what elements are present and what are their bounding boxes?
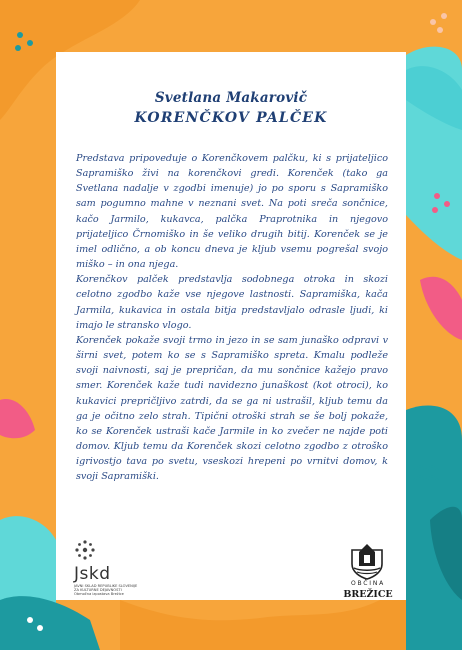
jskd-subtitle: JAVNI SKLAD REPUBLIKE SLOVENIJE ZA KULTURNE DEJAVNOSTI Območna izpostava Brežice	[74, 584, 138, 597]
description-text	[76, 151, 388, 484]
paragraph: Korenček pokaže svoji trmo in jezo in se sam junaško odpravi v širni svet, potem ko se s Sapramiško spreta. Kmalu podleže svoji naivnosti, saj je prepričan, da mu sončnice kažejo pravo smer. Korenček kaže tudi navidezno junaškost (kot otroci), ko kukavici prepričljivo zatrdi, da se ga ni ustrašil, kljub temu da ga je očitno zelo strah. Tipični otroški strah se še bolj pokaže, ko se Korenček ustraši kače Jarmile in ko zvečer ne najde poti domov. Kljub temu da Korenček skozi celotno zgodbo z otroško igrivostjo tava po svetu, vseskozi hrepeni po vrnitvi domov, k svoji Sapramiški.	[76, 334, 388, 483]
coat-of-arms-icon	[344, 540, 390, 580]
jskd-mark-icon	[73, 538, 97, 562]
play-title: KORENČKOV PALČEK	[134, 110, 328, 126]
brezice-label: BREŽICE	[343, 589, 393, 600]
paragraph: Korenčkov palček predstavlja sodobnega otroka in skozi celotno zgodbo kaže vse njegove lastnosti. Sapramiška, kača Jarmila, kukavica in ostala bitja predstavljalo odrasle ljudi, ki imajo le stransko vlogo.	[76, 274, 388, 331]
author-name: Svetlana Makarovič	[154, 90, 308, 106]
paragraph: Predstava pripoveduje o Korenčkovem palčku, ki s prijateljico Sapramiško živi na korenčkovi gredi. Korenček (tako ga Svetlana nadalje v zgodbi imenuje) jo po sporu s Sapramiško sam pogumno mahne v neznani svet. Na poti sreča sončnice, kačo Jarmilo, kukavca, palčka Praprotnika in njegovo prijateljico Črnomiško in še veliko drugih bitij. Korenček se je imel odlično, a ob koncu dneva je kljub vsemu pogrešal svojo miško – in ona njega.	[76, 153, 388, 271]
jskd-wordmark: Jskd	[74, 564, 111, 584]
content-card	[56, 52, 406, 600]
obcina-label: OBČINA	[350, 580, 386, 587]
